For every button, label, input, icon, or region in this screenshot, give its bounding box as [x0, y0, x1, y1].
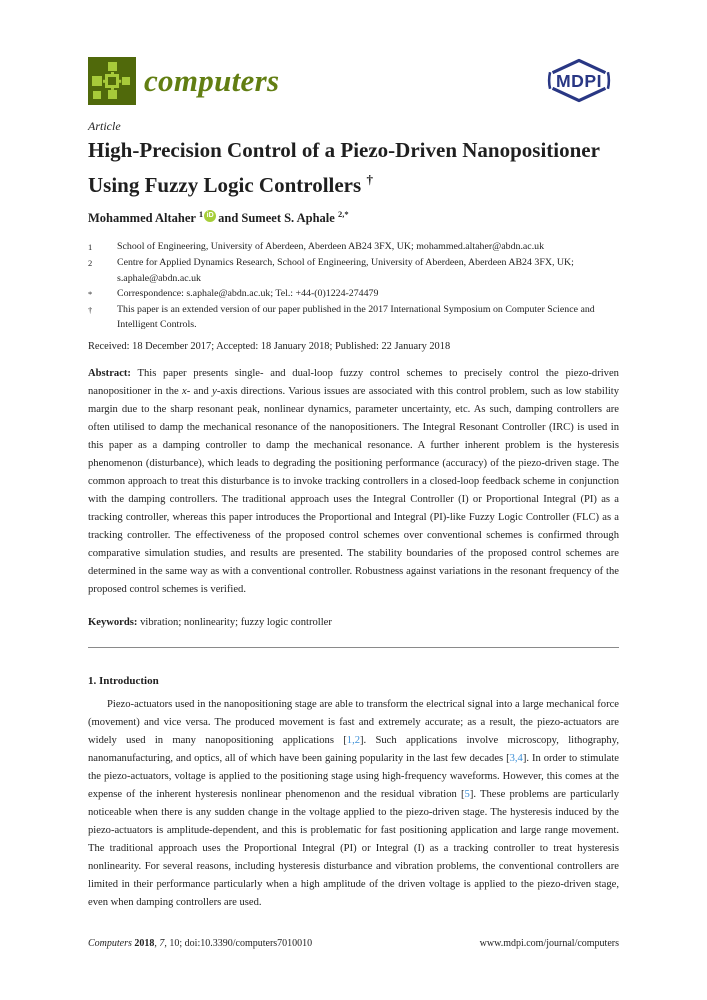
dagger-note-text: This paper is an extended version of our paper published in the 2017 International Symposium on Computer Science and Intelligent Controls. [117, 303, 595, 331]
dates-line: Received: 18 December 2017; Accepted: 18 January 2018; Published: 22 January 2018 [88, 341, 451, 353]
authors-connector: and [218, 211, 239, 226]
orcid-icon[interactable]: iD [204, 210, 216, 222]
text-segment: , [154, 938, 160, 949]
svg-text:MDPI: MDPI [555, 70, 603, 91]
citation-link[interactable]: 1,2 [346, 735, 361, 747]
text-segment: x [182, 386, 187, 398]
dagger-note-marker: † [88, 304, 93, 315]
author-first[interactable]: Mohammed Altaher [88, 211, 196, 226]
text-segment: 2018 [134, 938, 155, 949]
affiliation-row [88, 239, 619, 255]
abstract-text [88, 368, 619, 595]
affiliation-text: Centre for Applied Dynamics Research, School of Engineering, University of Aberdeen, Aberdeen AB24 3FX, UK; s.aphale@abdn.ac.uk [117, 257, 574, 284]
section-heading-introduction: 1. Introduction [88, 675, 159, 688]
keywords-label: Keywords: [88, 617, 138, 629]
text-segment: ]. These problems are particularly noticeable when there is any sudden change in the voltage applied to the piezo-driven stage. The hysteresis induced by the piezo-actuators is amplitude-dependent, and this is problematic for fast positioning application and large range movement. The traditional approach uses the Proportional Integral (PI) or Integral (I) as a tracking controller to treat hysteresis nonlinearity. For several reasons, including hysteresis disturbance and vibration problems, the conventional controllers are limited in their performance particularly when a high amplitude of the driven voltage is applied to the piezo-driven stage, even when damping controllers are used. [88, 789, 619, 909]
page-footer [88, 938, 619, 949]
footer-journal-url[interactable]: www.mdpi.com/journal/computers [479, 938, 619, 949]
correspondence-marker: * [88, 288, 93, 299]
text-segment: ]. Such applications involve microscopy, lithography, nanomanufacturing, and optics, all of which have been gaining popularity in the last few decades [ [88, 735, 619, 765]
article-type-label: Article [88, 119, 121, 133]
author-second[interactable]: Sumeet S. Aphale [241, 211, 335, 226]
author-second-affil-sup: 2,* [337, 209, 349, 219]
keywords-line [88, 617, 619, 628]
page-title [88, 136, 619, 200]
text-segment: y [212, 386, 217, 398]
authors-line [88, 209, 619, 226]
mdpi-logo[interactable] [539, 56, 619, 105]
affiliation-marker: 2 [88, 258, 93, 269]
citation-link[interactable]: 3,4 [509, 753, 523, 765]
dagger-note-row [88, 302, 619, 332]
article-page [88, 0, 619, 923]
journal-logo[interactable] [88, 57, 279, 105]
text-segment: , 10; doi:10.3390/computers7010010 [164, 938, 313, 949]
journal-wordmark: computers [144, 62, 280, 98]
text-segment: Piezo-actuators used in the nanopositioning stage are able to transform the electrical signal into a large mechanical force (movement) and vice versa. The produced movement is fast and extremely accurate; as a result, the piezo-actuators are widely used in many nanopositioning applications [ [88, 699, 619, 747]
abstract-label: Abstract: [88, 368, 131, 380]
text-segment: This paper presents single- and dual-loop fuzzy control schemes to precisely control the piezo-driven nanopositioner in the [88, 368, 619, 398]
correspondence-text: Correspondence: s.aphale@abdn.ac.uk; Tel.: +44-(0)1224-274479 [117, 287, 379, 299]
section-divider [88, 647, 619, 648]
affiliation-row [88, 255, 619, 285]
affiliation-marker: 1 [88, 242, 93, 253]
text-segment: Computers [88, 938, 135, 949]
correspondence-row [88, 286, 619, 302]
text-segment: - and [186, 386, 213, 398]
computers-journal-icon [88, 57, 136, 105]
affiliations-block [88, 239, 619, 332]
keywords-text: vibration; nonlinearity; fuzzy logic controller [140, 617, 332, 629]
footer-citation [88, 938, 312, 949]
masthead [88, 56, 619, 105]
text-segment: 7 [159, 938, 165, 949]
text-segment: ]. In order to stimulate the piezo-actuators, voltage is applied to the positioning stage using high-frequency waveforms. However, this comes at the expense of the inherent hysteresis nonlinear phenomenon and the residual vibration [ [88, 753, 619, 801]
title-text: High-Precision Control of a Piezo-Driven Nanopositioner Using Fuzzy Logic Controllers [88, 138, 600, 197]
author-first-affil-sup: 1 [198, 209, 204, 219]
citation-link[interactable]: 5 [464, 789, 470, 801]
abstract-paragraph [88, 365, 619, 599]
text-segment: -axis directions. Various issues are associated with this control problem, such as low stability margin due to the sharp resonant peak, nonlinear dynamics, parameter uncertainty, etc. As such, damping controllers are often utilised to damp the mechanical resonance of the nanopositioners. The Integral Resonant Controller (IRC) is used in this paper as a damping controller to damp the mechanical resonance. A further inherent problem is the hysteresis phenomenon (disturbance), which leads to degrading the positioning performance (accuracy) of the piezo-driven stage. The common approach to treat this disturbance is to invoke tracking controllers in a closed-loop feedback scheme in conjunction with the damping controllers. The traditional approach uses the Integral Controller (I) or Proportional Integral (PI) as a tracking controller, whereas this paper introduces the Proportional and Integral (PI)-like Fuzzy Logic Controller (FLC) as a tracking controller. The effectiveness of the proposed control schemes over conventional schemes is confirmed through comparative simulation studies, and results are presented. The stability boundaries of the proposed control schemes are determined in the same way as with a conventional controller. Robustness against variations in the resonant frequency of the proposed control schemes is verified. [88, 386, 620, 596]
title-dagger: † [366, 172, 373, 187]
introduction-paragraph [88, 696, 619, 912]
affiliation-text: School of Engineering, University of Aberdeen, Aberdeen AB24 3FX, UK; mohammed.altaher@abdn.ac.uk [117, 241, 545, 253]
